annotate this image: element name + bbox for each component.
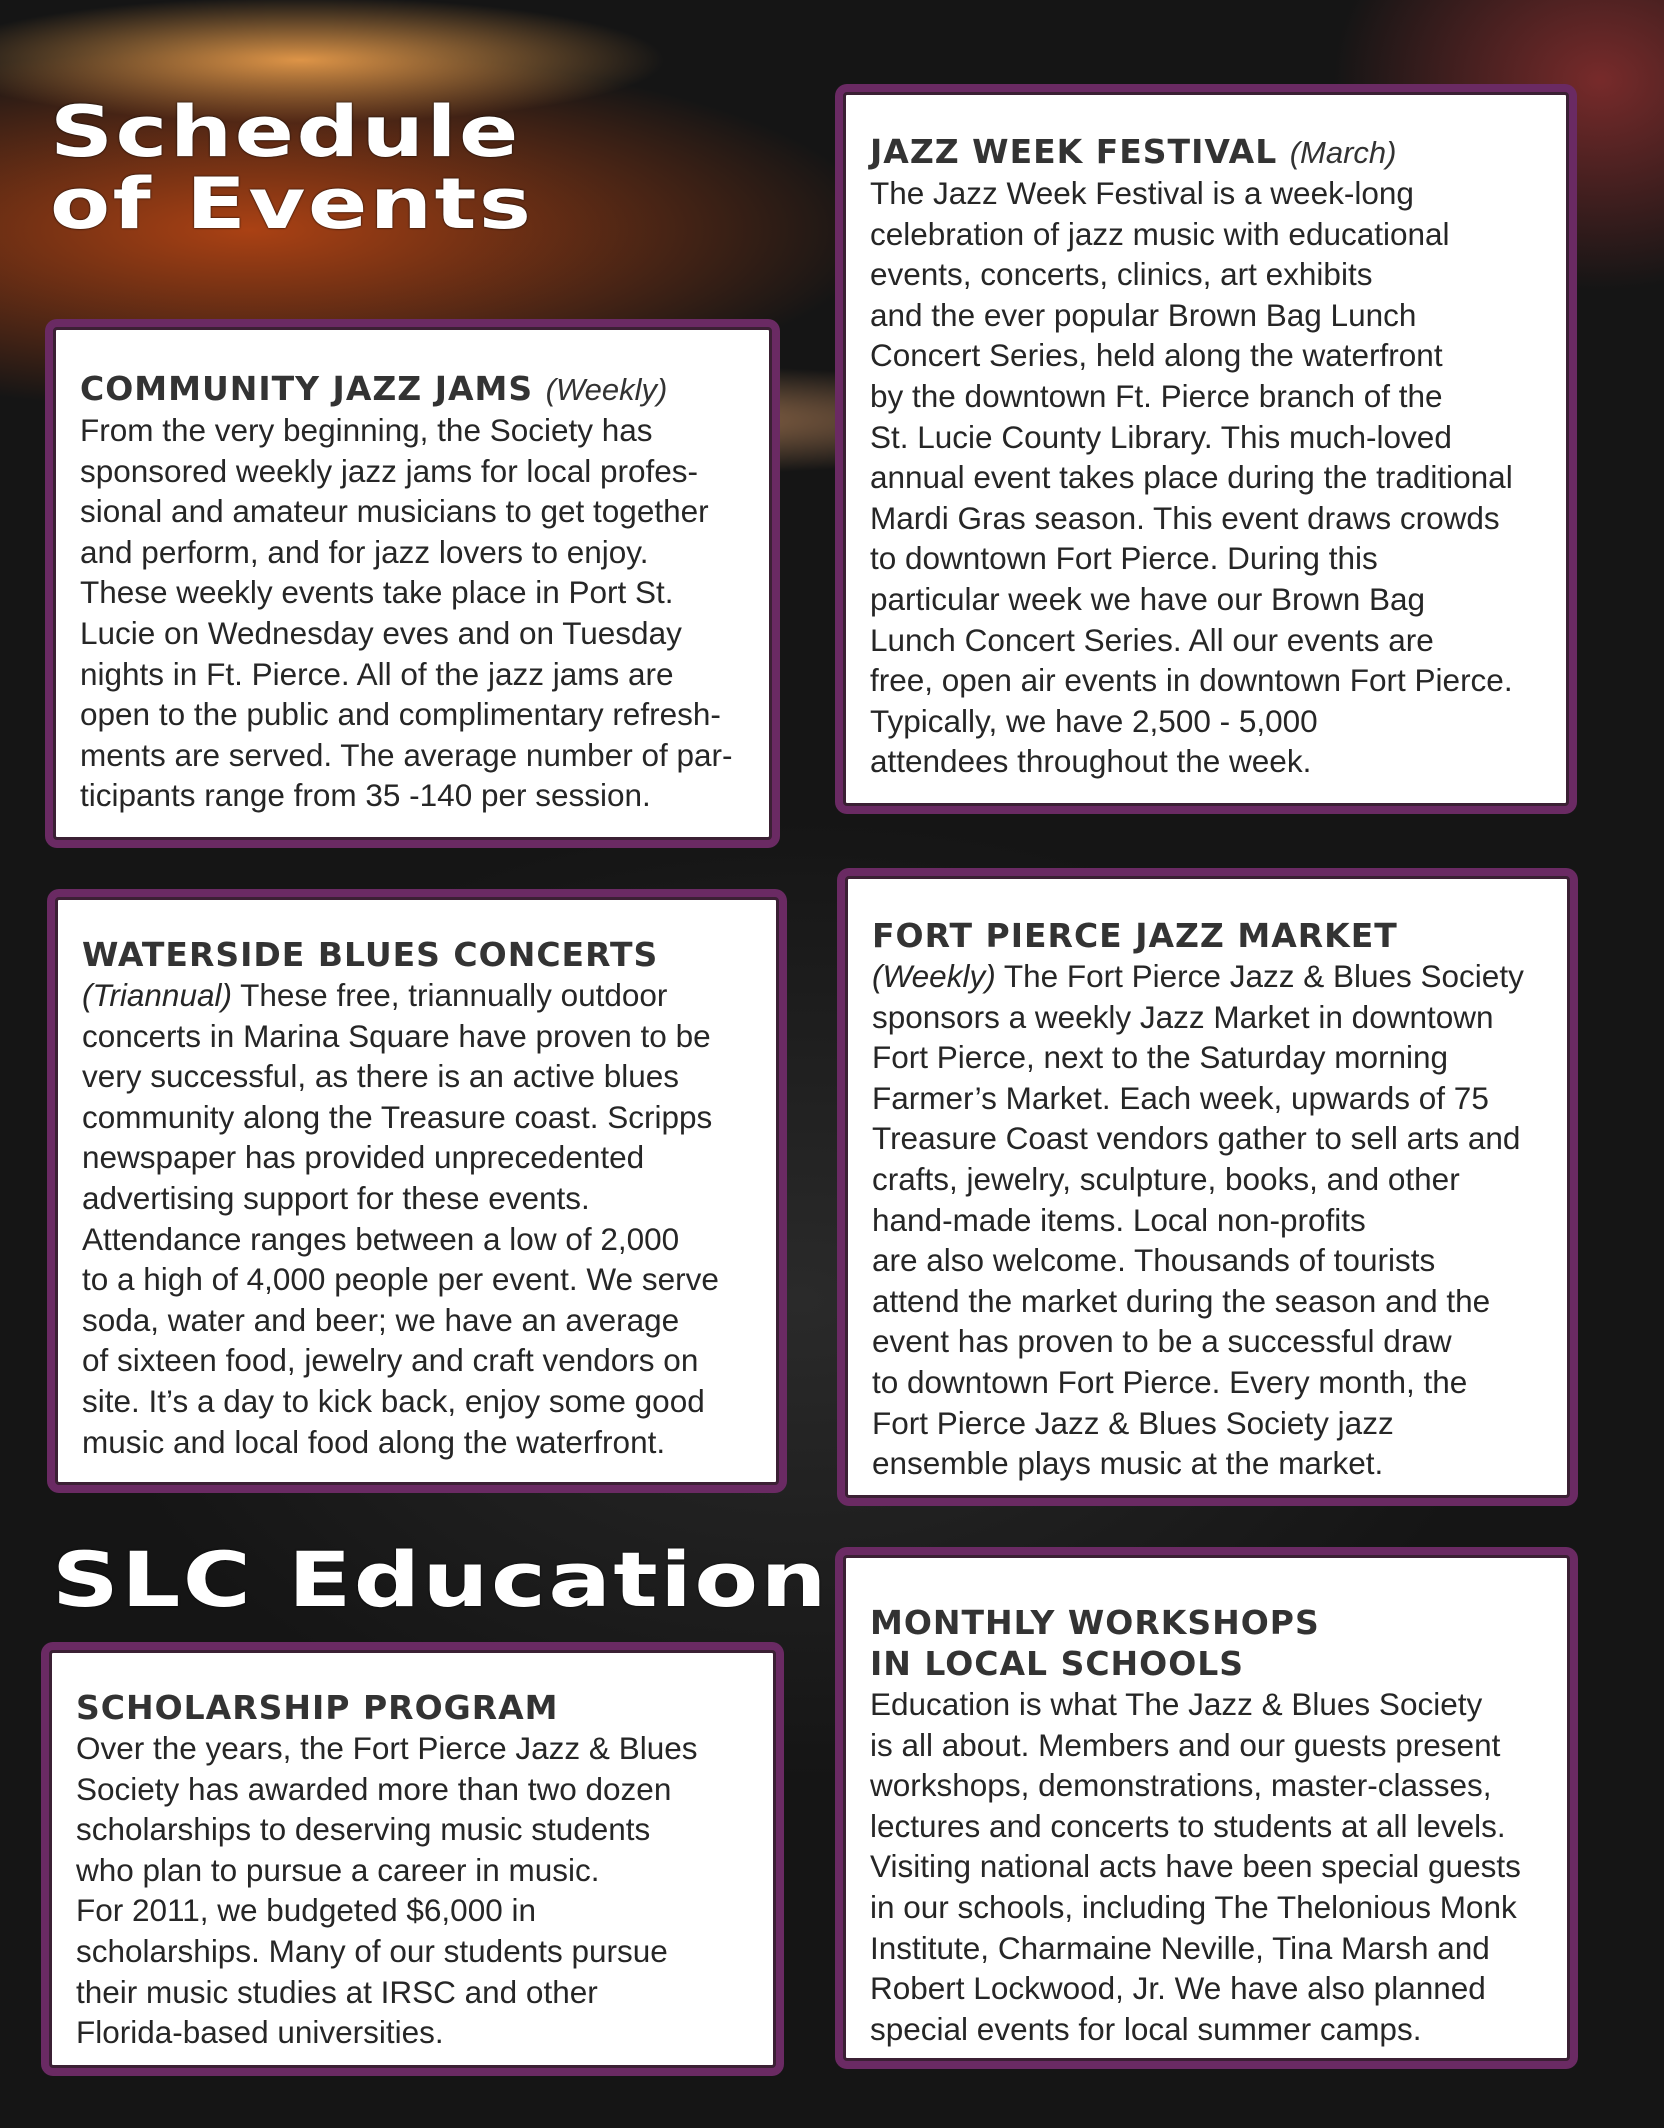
schedule-of-events-heading (50, 91, 534, 245)
body-line: and perform, and for jazz lovers to enjoy. (80, 533, 649, 570)
body-line: hand-made items. Local non-profits (872, 1201, 1366, 1238)
scholarship-program-box (41, 1642, 784, 2076)
body-line: their music studies at IRSC and other (76, 1973, 598, 2010)
box-title: SCHOLARSHIP PROGRAM (76, 1688, 559, 1727)
body-line: Farmer’s Market. Each week, upwards of 75 (872, 1079, 1489, 1116)
body-line: Treasure Coast vendors gather to sell arts and (872, 1120, 1521, 1157)
body-line: crafts, jewelry, sculpture, books, and other (872, 1160, 1460, 1197)
body-line: sponsors a weekly Jazz Market in downtown (872, 998, 1494, 1035)
body-line: and the ever popular Brown Bag Lunch (870, 296, 1417, 333)
body-line: site. It’s a day to kick back, enjoy some good (82, 1382, 705, 1419)
body-line: Florida-based universities. (76, 2014, 444, 2051)
body-line: by the downtown Ft. Pierce branch of the (870, 377, 1443, 414)
box-title: FORT PIERCE JAZZ MARKET (872, 916, 1398, 955)
body-line: From the very beginning, the Society has (80, 412, 653, 448)
body-line: Fort Pierce Jazz & Blues Society jazz (872, 1404, 1394, 1441)
body-line: sional and amateur musicians to get together (80, 493, 709, 530)
monthly-workshops-box (835, 1547, 1578, 2069)
body-line: Mardi Gras season. This event draws crowds (870, 499, 1500, 536)
body-line: free, open air events in downtown Fort Pierce. (870, 662, 1513, 699)
body-line: particular week we have our Brown Bag (870, 580, 1426, 617)
body-line: lectures and concerts to students at all levels. (870, 1807, 1506, 1844)
body-line: (Weekly) The Fort Pierce Jazz & Blues Society (872, 958, 1524, 994)
body-line: open to the public and complimentary refresh- (80, 696, 721, 733)
body-line: newspaper has provided unprecedented (82, 1139, 645, 1176)
body-line: very successful, as there is an active blues (82, 1058, 680, 1095)
box-title: COMMUNITY JAZZ JAMS (Weekly) (80, 369, 668, 408)
body-line: to a high of 4,000 people per event. We serve (82, 1261, 719, 1298)
body-text (870, 173, 1546, 782)
body-line: Institute, Charmaine Neville, Tina Marsh and (870, 1929, 1490, 1966)
body-line: workshops, demonstrations, master-classes, (870, 1767, 1492, 1804)
body-line: Fort Pierce, next to the Saturday morning (872, 1039, 1449, 1076)
body-line: concerts in Marina Square have proven to be (82, 1017, 711, 1054)
body-line: are also welcome. Thousands of tourists (872, 1242, 1436, 1279)
body-line: scholarships to deserving music students (76, 1811, 651, 1848)
body-line: scholarships. Many of our students pursue (76, 1932, 668, 1969)
body-line: Lucie on Wednesday eves and on Tuesday (80, 614, 682, 651)
body-line: sponsored weekly jazz jams for local profes- (80, 452, 699, 489)
body-line: Society has awarded more than two dozen (76, 1770, 672, 1807)
slc-education-heading: SLC Education (52, 1535, 829, 1624)
body-line: in our schools, including The Thelonious Monk (870, 1888, 1517, 1925)
body-line: to downtown Fort Pierce. Every month, the (872, 1363, 1468, 1400)
body-line: Lunch Concert Series. All our events are (870, 621, 1434, 658)
body-line: events, concerts, clinics, art exhibits (870, 256, 1373, 293)
body-line: community along the Treasure coast. Scripps (82, 1098, 713, 1135)
body-line: to downtown Fort Pierce. During this (870, 540, 1378, 577)
body-line: Typically, we have 2,500 - 5,000 (870, 702, 1318, 739)
box-title: MONTHLY WORKSHOPS (870, 1603, 1320, 1642)
body-line: St. Lucie County Library. This much-loved (870, 418, 1452, 455)
box-title-line-2: IN LOCAL SCHOOLS (870, 1644, 1245, 1683)
body-line: attendees throughout the week. (870, 743, 1312, 780)
body-text (80, 410, 749, 816)
community-jazz-jams-box (45, 319, 780, 848)
box-title: JAZZ WEEK FESTIVAL (March) (870, 132, 1397, 171)
body-line: For 2011, we budgeted $6,000 in (76, 1892, 537, 1929)
body-line: of sixteen food, jewelry and craft vendors on (82, 1342, 699, 1379)
body-text (76, 1728, 753, 2053)
body-text (82, 1016, 756, 1463)
body-line: Robert Lockwood, Jr. We have also planned (870, 1970, 1486, 2007)
body-line: Education is what The Jazz & Blues Society (870, 1686, 1483, 1722)
body-line: nights in Ft. Pierce. All of the jazz jams are (80, 655, 674, 692)
waterside-blues-concerts-box (47, 889, 787, 1493)
body-line: music and local food along the waterfront. (82, 1423, 666, 1460)
body-line: (Triannual) These free, triannually outdoor (82, 977, 668, 1013)
heading-line-1: Schedule (50, 91, 521, 173)
body-line: special events for local summer camps. (870, 2010, 1422, 2047)
body-line: soda, water and beer; we have an average (82, 1301, 680, 1338)
body-line: is all about. Members and our guests present (870, 1726, 1501, 1763)
body-text (870, 1684, 1547, 2049)
fort-pierce-jazz-market-box (837, 868, 1578, 1506)
body-line: Over the years, the Fort Pierce Jazz & Blues (76, 1730, 698, 1766)
body-line: ments are served. The average number of par- (80, 736, 733, 773)
heading-line-2: of Events (50, 163, 534, 245)
body-line: The Jazz Week Festival is a week-long (870, 175, 1414, 211)
jazz-week-festival-box (835, 84, 1577, 814)
body-line: celebration of jazz music with educational (870, 215, 1450, 252)
body-line: event has proven to be a successful draw (872, 1323, 1452, 1360)
body-line: ensemble plays music at the market. (872, 1445, 1384, 1482)
body-line: annual event takes place during the traditional (870, 459, 1513, 496)
box-title: WATERSIDE BLUES CONCERTS (82, 935, 659, 974)
body-line: who plan to pursue a career in music. (76, 1851, 600, 1888)
body-text (872, 997, 1547, 1484)
body-line: Attendance ranges between a low of 2,000 (82, 1220, 680, 1257)
body-line: Visiting national acts have been special guests (870, 1848, 1521, 1885)
body-line: attend the market during the season and the (872, 1282, 1491, 1319)
body-line: These weekly events take place in Port St. (80, 574, 674, 611)
body-line: advertising support for these events. (82, 1179, 590, 1216)
body-line: Concert Series, held along the waterfront (870, 337, 1443, 374)
body-line: ticipants range from 35 -140 per session. (80, 777, 651, 814)
